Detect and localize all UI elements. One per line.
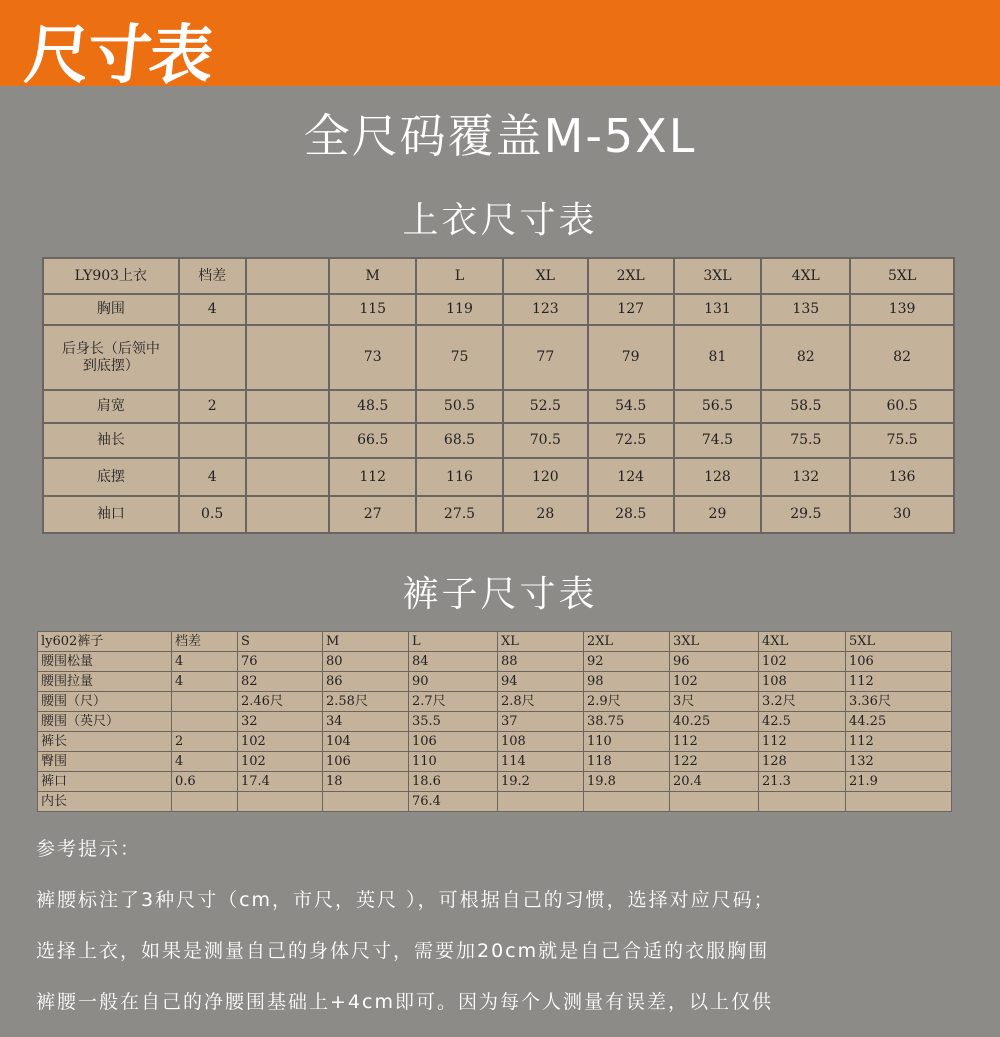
- table-row: [38, 792, 952, 812]
- table-cell: 18: [323, 772, 409, 792]
- table-cell: 80: [323, 652, 409, 672]
- table-cell: 0.5: [179, 496, 246, 533]
- table-cell: 2.46尺: [238, 692, 323, 712]
- notes-line: 选择上衣，如果是测量自己的身体尺寸，需要加20cm就是自己合适的衣服胸围: [36, 940, 770, 962]
- top-size-table: [42, 257, 955, 534]
- table-cell: 110: [409, 752, 498, 772]
- table-cell: 42.5: [759, 712, 846, 732]
- table-cell: 82: [850, 325, 954, 390]
- table-cell: 104: [323, 732, 409, 752]
- header-cell: 档差: [172, 632, 238, 652]
- table-row: [43, 325, 954, 390]
- header-title: 尺寸表: [21, 19, 216, 93]
- table-cell: 108: [498, 732, 584, 752]
- header-cell: 2XL: [588, 258, 674, 294]
- table-cell: [246, 496, 330, 533]
- table-cell: [584, 792, 670, 812]
- header-cell: ly602裤子: [38, 632, 172, 652]
- table-cell: 2.9尺: [584, 692, 670, 712]
- header-cell: XL: [503, 258, 588, 294]
- table-cell: 4: [179, 458, 246, 496]
- header-bar: [0, 0, 1000, 93]
- header-cell: XL: [498, 632, 584, 652]
- top-section-title: 上衣尺寸表: [402, 200, 598, 241]
- table-cell: 102: [238, 752, 323, 772]
- header-cell: S: [238, 632, 323, 652]
- table-cell: 40.25: [670, 712, 759, 732]
- header-cell: 5XL: [850, 258, 954, 294]
- table-cell: 58.5: [761, 390, 850, 423]
- table-cell: 腰围拉量: [38, 672, 172, 692]
- table-cell: 4: [172, 652, 238, 672]
- table-header-row: [43, 258, 954, 294]
- pants-section-title: 裤子尺寸表: [402, 574, 598, 615]
- header-cell: 3XL: [670, 632, 759, 652]
- table-cell: 139: [850, 294, 954, 325]
- table-cell: 98: [584, 672, 670, 692]
- table-cell: 128: [759, 752, 846, 772]
- table-row: [43, 294, 954, 325]
- table-cell: 75.5: [761, 423, 850, 458]
- table-cell: [246, 294, 330, 325]
- table-cell: 132: [846, 752, 952, 772]
- table-cell: 19.2: [498, 772, 584, 792]
- table-cell: 106: [323, 752, 409, 772]
- table-cell: 3尺: [670, 692, 759, 712]
- table-cell: 底摆: [43, 458, 179, 496]
- table-cell: 38.75: [584, 712, 670, 732]
- table-cell: 56.5: [674, 390, 762, 423]
- table-cell: 74.5: [674, 423, 762, 458]
- table-cell: 102: [670, 672, 759, 692]
- table-cell: 88: [498, 652, 584, 672]
- table-cell: 70.5: [503, 423, 588, 458]
- table-cell: [323, 792, 409, 812]
- table-cell: 102: [759, 652, 846, 672]
- table-cell: 112: [759, 732, 846, 752]
- table-cell: 127: [588, 294, 674, 325]
- table-cell: 18.6: [409, 772, 498, 792]
- table-cell: 106: [846, 652, 952, 672]
- table-cell: 116: [416, 458, 503, 496]
- table-cell: 2.8尺: [498, 692, 584, 712]
- table-cell: 136: [850, 458, 954, 496]
- header-cell: [246, 258, 330, 294]
- table-cell: [246, 458, 330, 496]
- table-cell: 袖口: [43, 496, 179, 533]
- table-cell: 4: [172, 672, 238, 692]
- table-cell: 3.36尺: [846, 692, 952, 712]
- table-cell: 裤口: [38, 772, 172, 792]
- table-cell: 68.5: [416, 423, 503, 458]
- table-row: [38, 692, 952, 712]
- table-cell: [246, 423, 330, 458]
- table-cell: 28: [503, 496, 588, 533]
- table-cell: 94: [498, 672, 584, 692]
- notes-line: 裤腰一般在自己的净腰围基础上+4cm即可。因为每个人测量有误差，以上仅供: [36, 991, 773, 1013]
- table-row: [43, 496, 954, 533]
- table-cell: 32: [238, 712, 323, 732]
- main-title: 全尺码覆盖M-5XL: [303, 109, 697, 163]
- notes-title: 参考提示：: [36, 838, 142, 860]
- table-cell: 76: [238, 652, 323, 672]
- table-cell: [498, 792, 584, 812]
- table-cell: 122: [670, 752, 759, 772]
- table-cell: 37: [498, 712, 584, 732]
- table-cell: 腰围（英尺）: [38, 712, 172, 732]
- table-cell: 86: [323, 672, 409, 692]
- table-cell: 50.5: [416, 390, 503, 423]
- table-cell: 内长: [38, 792, 172, 812]
- table-cell: 112: [846, 672, 952, 692]
- table-cell: 112: [846, 732, 952, 752]
- table-cell: [179, 325, 246, 390]
- table-cell: 20.4: [670, 772, 759, 792]
- table-cell: 81: [674, 325, 762, 390]
- notes-line: 裤腰标注了3种尺寸（cm，市尺，英尺 ），可根据自己的习惯，选择对应尺码；: [36, 889, 775, 911]
- table-cell: 114: [498, 752, 584, 772]
- table-cell: 裤长: [38, 732, 172, 752]
- table-cell: 118: [584, 752, 670, 772]
- table-cell: 106: [409, 732, 498, 752]
- table-header-row: [38, 632, 952, 652]
- table-cell: 后身长（后领中到底摆）: [43, 325, 179, 390]
- header-cell: LY903上衣: [43, 258, 179, 294]
- header-cell: 4XL: [759, 632, 846, 652]
- table-cell: [172, 792, 238, 812]
- table-cell: 60.5: [850, 390, 954, 423]
- table-row: [43, 423, 954, 458]
- header-cell: 档差: [179, 258, 246, 294]
- table-cell: 28.5: [588, 496, 674, 533]
- table-row: [38, 652, 952, 672]
- table-cell: 115: [329, 294, 416, 325]
- header-cell: 4XL: [761, 258, 850, 294]
- table-cell: 66.5: [329, 423, 416, 458]
- table-cell: 124: [588, 458, 674, 496]
- table-cell: 腰围（尺）: [38, 692, 172, 712]
- table-cell: 76.4: [409, 792, 498, 812]
- table-cell: 72.5: [588, 423, 674, 458]
- table-cell: 29: [674, 496, 762, 533]
- table-cell: 108: [759, 672, 846, 692]
- table-cell: 29.5: [761, 496, 850, 533]
- header-cell: M: [329, 258, 416, 294]
- table-cell: [246, 390, 330, 423]
- table-cell: 75.5: [850, 423, 954, 458]
- table-cell: [172, 692, 238, 712]
- table-cell: 34: [323, 712, 409, 732]
- table-cell: [246, 325, 330, 390]
- table-cell: 19.8: [584, 772, 670, 792]
- table-cell: 84: [409, 652, 498, 672]
- table-cell: [670, 792, 759, 812]
- table-cell: 肩宽: [43, 390, 179, 423]
- table-cell: 44.25: [846, 712, 952, 732]
- table-cell: 17.4: [238, 772, 323, 792]
- table-cell: 3.2尺: [759, 692, 846, 712]
- header-cell: 2XL: [584, 632, 670, 652]
- table-cell: 112: [329, 458, 416, 496]
- table-row: [38, 712, 952, 732]
- table-cell: 92: [584, 652, 670, 672]
- table-cell: 2.7尺: [409, 692, 498, 712]
- table-cell: 21.9: [846, 772, 952, 792]
- table-cell: 2.58尺: [323, 692, 409, 712]
- table-cell: [172, 712, 238, 732]
- table-cell: 102: [238, 732, 323, 752]
- table-cell: 123: [503, 294, 588, 325]
- table-cell: 27: [329, 496, 416, 533]
- table-cell: 48.5: [329, 390, 416, 423]
- table-row: [38, 752, 952, 772]
- table-cell: 96: [670, 652, 759, 672]
- table-cell: 120: [503, 458, 588, 496]
- table-row: [38, 672, 952, 692]
- table-cell: 2: [172, 732, 238, 752]
- table-cell: [846, 792, 952, 812]
- table-cell: 胸围: [43, 294, 179, 325]
- table-cell: 21.3: [759, 772, 846, 792]
- table-cell: 135: [761, 294, 850, 325]
- table-cell: [179, 423, 246, 458]
- table-cell: 128: [674, 458, 762, 496]
- table-row: [43, 458, 954, 496]
- table-cell: 4: [172, 752, 238, 772]
- table-row: [43, 390, 954, 423]
- table-cell: 0.6: [172, 772, 238, 792]
- table-cell: 2: [179, 390, 246, 423]
- table-cell: 119: [416, 294, 503, 325]
- table-cell: [759, 792, 846, 812]
- table-cell: 4: [179, 294, 246, 325]
- table-cell: 袖长: [43, 423, 179, 458]
- table-cell: 132: [761, 458, 850, 496]
- table-cell: [238, 792, 323, 812]
- header-cell: 5XL: [846, 632, 952, 652]
- table-cell: 臀围: [38, 752, 172, 772]
- header-cell: L: [416, 258, 503, 294]
- table-cell: 112: [670, 732, 759, 752]
- table-cell: 131: [674, 294, 762, 325]
- table-cell: 52.5: [503, 390, 588, 423]
- pants-size-table: [37, 631, 952, 812]
- table-cell: 75: [416, 325, 503, 390]
- table-cell: 35.5: [409, 712, 498, 732]
- header-cell: L: [409, 632, 498, 652]
- header-cell: M: [323, 632, 409, 652]
- table-cell: 90: [409, 672, 498, 692]
- table-cell: 82: [238, 672, 323, 692]
- table-cell: 110: [584, 732, 670, 752]
- table-row: [38, 732, 952, 752]
- table-cell: 腰围松量: [38, 652, 172, 672]
- header-cell: 3XL: [674, 258, 762, 294]
- table-cell: 73: [329, 325, 416, 390]
- table-cell: 30: [850, 496, 954, 533]
- table-cell: 79: [588, 325, 674, 390]
- table-cell: 82: [761, 325, 850, 390]
- table-cell: 77: [503, 325, 588, 390]
- table-cell: 27.5: [416, 496, 503, 533]
- notes-block: [36, 833, 986, 1037]
- table-row: [38, 772, 952, 792]
- table-cell: 54.5: [588, 390, 674, 423]
